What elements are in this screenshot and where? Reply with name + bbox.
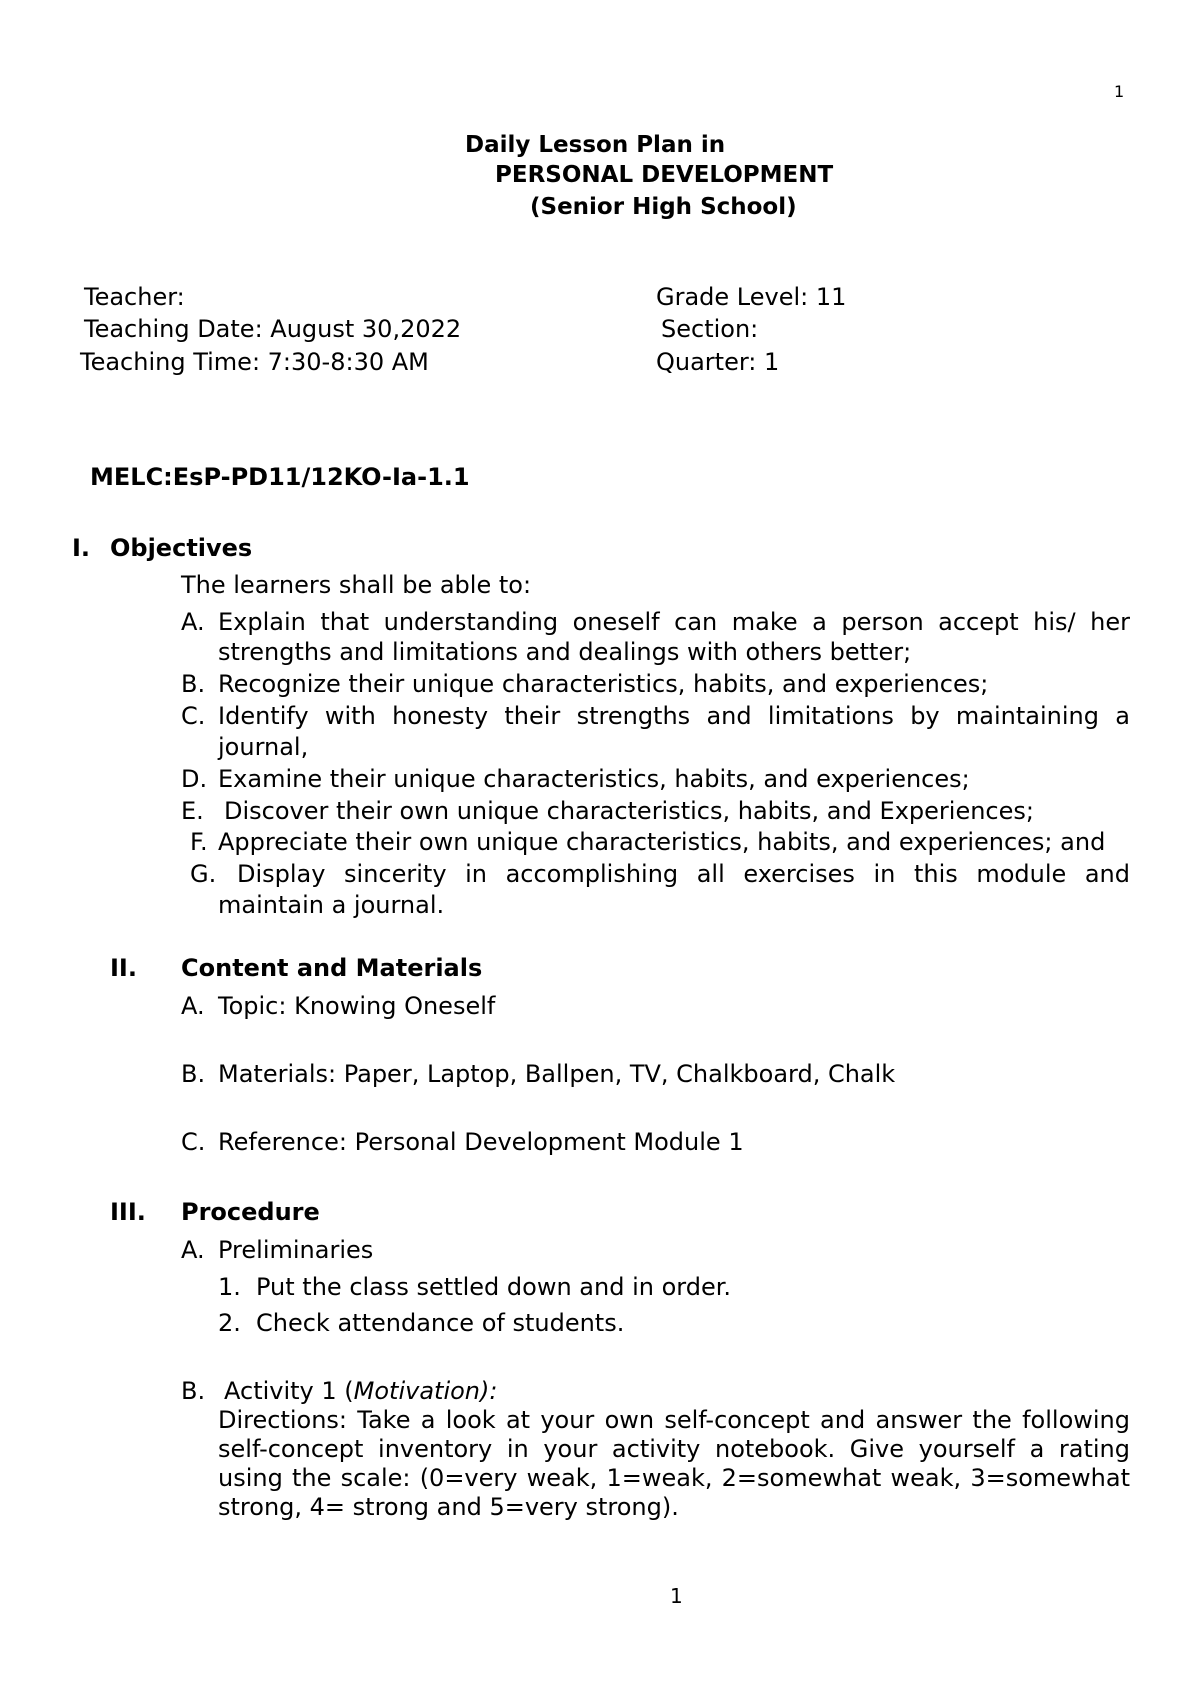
preliminaries-label: Preliminaries [218, 1236, 374, 1264]
objective-letter: B. [181, 670, 206, 698]
step-number: 1. [218, 1273, 241, 1301]
objective-letter: C. [181, 702, 206, 730]
content-letter: C. [181, 1128, 206, 1156]
objective-text: Display sincerity in accomplishing all exercises in this module and [237, 860, 1130, 888]
doc-title-line3: (Senior High School) [530, 194, 797, 220]
teaching-date: Teaching Date: August 30,2022 [84, 315, 462, 343]
content-numeral: II. [110, 954, 137, 982]
teaching-time: Teaching Time: 7:30-8:30 AM [80, 348, 429, 376]
procedure-letter: B. [181, 1377, 206, 1405]
content-materials: Materials: Paper, Laptop, Ballpen, TV, Chalkboard, Chalk [218, 1060, 896, 1088]
objective-text: Appreciate their own unique characteristics, habits, and experiences; and [218, 828, 1106, 856]
activity-label [224, 1376, 497, 1406]
page-number-top: 1 [1114, 82, 1125, 101]
objective-text-cont: strengths and limitations and dealings with others better; [218, 638, 912, 666]
step-text: Check attendance of students. [256, 1309, 625, 1337]
objective-text: Discover their own unique characteristics, habits, and Experiences; [224, 797, 1034, 825]
directions-line: self-concept inventory in your activity notebook. Give yourself a rating [218, 1435, 1130, 1463]
content-heading: Content and Materials [181, 954, 483, 982]
step-number: 2. [218, 1309, 241, 1337]
directions-line: Directions: Take a look at your own self-concept and answer the following [218, 1406, 1130, 1434]
page-number-bottom: 1 [670, 1584, 683, 1608]
content-letter: B. [181, 1060, 206, 1088]
objective-letter: G. [190, 860, 217, 888]
directions-line: using the scale: (0=very weak, 1=weak, 2=somewhat weak, 3=somewhat [218, 1464, 1130, 1492]
content-reference: Reference: Personal Development Module 1 [218, 1128, 744, 1156]
objective-text: Explain that understanding oneself can make a person accept his/ her [218, 608, 1130, 636]
objective-letter: A. [181, 608, 205, 636]
objectives-intro: The learners shall be able to: [181, 571, 532, 599]
objective-letter: E. [181, 797, 204, 825]
objective-text: Recognize their unique characteristics, habits, and experiences; [218, 670, 989, 698]
procedure-numeral: III. [110, 1198, 146, 1226]
objective-letter: D. [181, 765, 208, 793]
objective-text: Examine their unique characteristics, habits, and experiences; [218, 765, 970, 793]
content-letter: A. [181, 992, 205, 1020]
doc-title-line2: PERSONAL DEVELOPMENT [495, 162, 834, 188]
objective-text-cont: journal, [218, 733, 309, 761]
grade-level: Grade Level: 11 [656, 283, 847, 311]
melc-code: MELC:EsP-PD11/12KO-Ia-1.1 [90, 463, 470, 491]
activity-label-text: Activity 1 ( [224, 1377, 354, 1405]
procedure-letter: A. [181, 1236, 205, 1264]
directions-line: strong, 4= strong and 5=very strong). [218, 1493, 679, 1521]
step-text: Put the class settled down and in order. [256, 1273, 732, 1301]
objectives-heading: Objectives [110, 534, 253, 562]
objective-text: Identify with honesty their strengths and limitations by maintaining a [218, 702, 1130, 730]
procedure-heading: Procedure [181, 1198, 320, 1226]
doc-title-line1: Daily Lesson Plan in [465, 132, 726, 158]
activity-label-italic: Motivation): [353, 1377, 498, 1405]
objective-letter: F. [190, 828, 208, 856]
objective-text-cont: maintain a journal. [218, 891, 445, 919]
quarter: Quarter: 1 [656, 348, 780, 376]
teacher-label: Teacher: [84, 283, 185, 311]
content-topic: Topic: Knowing Oneself [218, 992, 496, 1020]
objectives-numeral: I. [72, 534, 91, 562]
section-label: Section: [661, 315, 759, 343]
